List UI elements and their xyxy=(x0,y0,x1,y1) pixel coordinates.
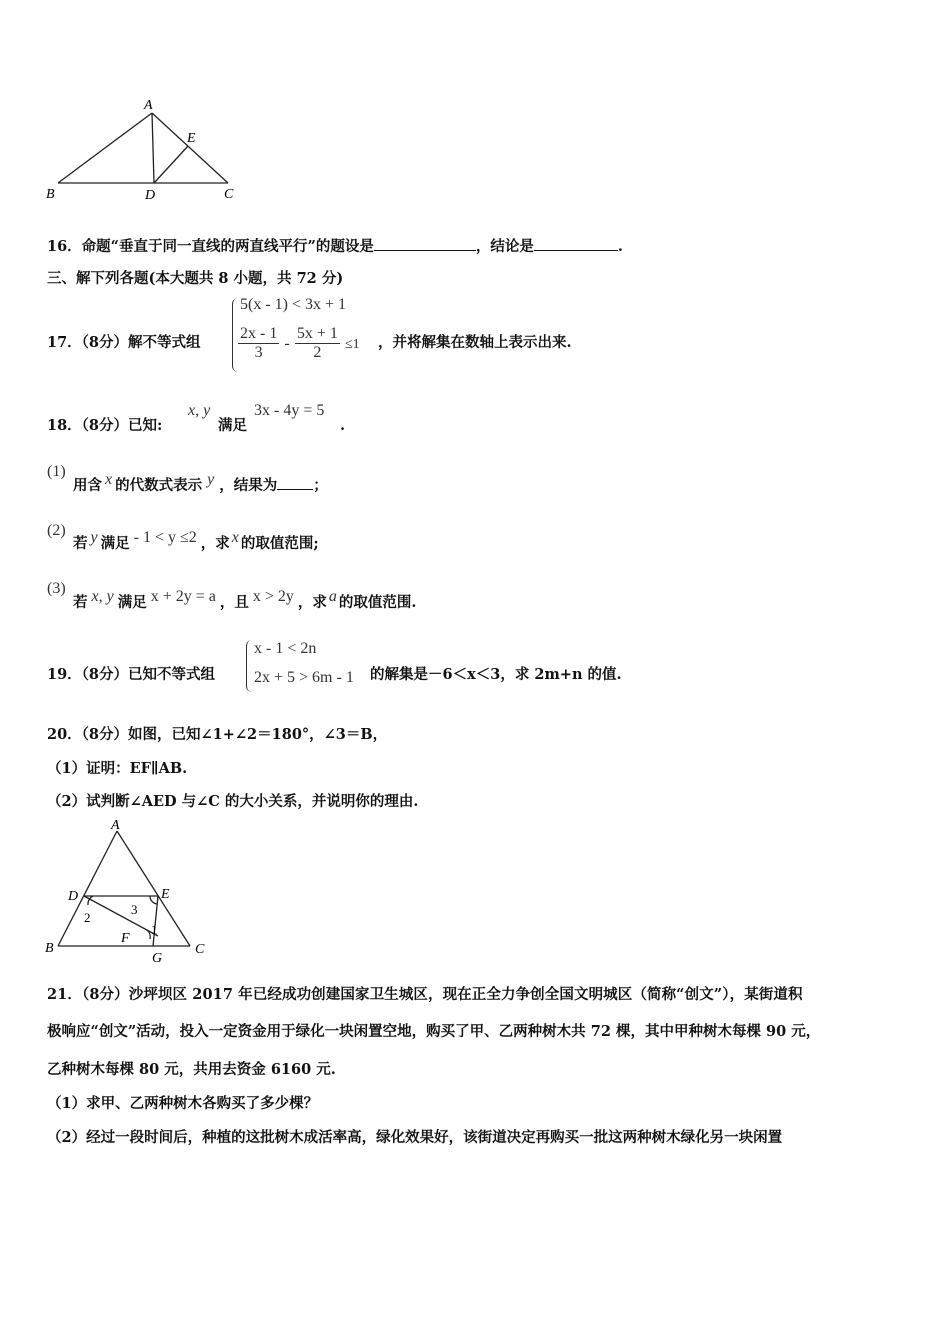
label-c: C xyxy=(224,187,234,202)
label-2: 2 xyxy=(84,910,91,925)
label-g: G xyxy=(152,951,163,966)
label-c: C xyxy=(195,942,205,957)
q16-answer-blank-1 xyxy=(374,236,476,251)
q16-answer-blank-2 xyxy=(534,236,618,251)
q20-part2: （2）试判断∠AED 与∠C 的大小关系，并说明你的理由. xyxy=(47,793,419,810)
q21-part1: （1）求甲、乙两种树木各购买了多少棵？ xyxy=(47,1095,319,1112)
question-16 xyxy=(47,236,623,257)
q18-end: . xyxy=(340,417,346,434)
label-b: B xyxy=(45,941,54,956)
q17-suffix: ，并将解集在数轴上表示出来. xyxy=(378,334,572,351)
label-f: F xyxy=(121,931,130,946)
q18-part1-answer-blank xyxy=(277,475,313,490)
q17-fraction-2: $\frac{5x + 1}{2}$ xyxy=(296,325,338,361)
q17-inequality-1: 5(x - 1) < 3x + 1 xyxy=(240,296,347,313)
q21-part2: （2）经过一段时间后，种植的这批树木成活率高，绿化效果好，该街道决定再购买一批这两种树木绿化另一块闲置 xyxy=(47,1129,783,1146)
q16-text-c: . xyxy=(617,238,623,255)
q18-part2: 若 y 满足 - 1 < y ≤2 ，求 x 的取值范围; xyxy=(73,529,319,552)
q16-text-b: ，结论是 xyxy=(475,238,534,255)
q19-suffix: 的解集是－6＜x＜3，求 2m+n 的值. xyxy=(370,666,622,683)
label-a: A xyxy=(111,818,120,833)
triangle-figure-defg xyxy=(40,818,220,968)
q17-inequality-2: $\frac{2x - 1}{3}$ - $\frac{5x + 1}{2}$ ≤1 xyxy=(240,325,360,361)
q17-prefix: 17．（8分）解不等式组 xyxy=(47,334,201,351)
label-e: E xyxy=(187,131,196,146)
q17-fraction-1: $\frac{2x - 1}{3}$ xyxy=(240,325,278,361)
q18-part2-number: (2) xyxy=(47,522,66,539)
q18-equation: 3x - 4y = 5 xyxy=(254,402,325,419)
q18-part1-number: (1) xyxy=(47,463,66,480)
q19-inequality-1: x - 1 < 2n xyxy=(254,640,317,657)
label-3: 3 xyxy=(131,902,138,917)
q18-mid: 满足 xyxy=(218,417,247,434)
label-1: 1 xyxy=(151,922,158,937)
q18-prefix: 18．（8分）已知: xyxy=(47,417,163,434)
label-b: B xyxy=(46,187,55,202)
section-heading: 三、解下列各题(本大题共 8 小题，共 72 分) xyxy=(47,270,344,287)
q18-part1: 用含 x 的代数式表示 y ，结果为 ； xyxy=(73,471,328,494)
label-a: A xyxy=(144,98,153,113)
q18-vars: x, y xyxy=(188,402,211,419)
q21-line-2: 极响应“创文”活动，投入一定资金用于绿化一块闲置空地，购买了甲、乙两种树木共 72 棵，其中甲种树木每棵 90 元， xyxy=(47,1023,821,1040)
q20-part1: （1）证明：EF∥AB. xyxy=(47,760,188,777)
q19-inequality-2: 2x + 5 > 6m - 1 xyxy=(254,669,354,686)
q16-text-a: 16．命题“垂直于同一直线的两直线平行”的题设是 xyxy=(47,238,374,255)
label-d: D xyxy=(68,889,79,904)
q19-prefix: 19．（8分）已知不等式组 xyxy=(47,666,216,683)
label-e: E xyxy=(161,887,170,902)
q18-part3-number: (3) xyxy=(47,580,66,597)
q18-part3: 若 x, y 满足 x + 2y = a ，且 x > 2y ，求 a 的取值范围. xyxy=(73,588,417,611)
q21-line-3: 乙种树木每棵 80 元，共用去资金 6160 元. xyxy=(47,1061,336,1078)
q20-stem: 20．（8分）如图，已知∠1+∠2＝180°，∠3＝B， xyxy=(47,726,388,743)
q21-line-1: 21．（8分）沙坪坝区 2017 年已经成功创建国家卫生城区，现在正全力争创全国文明城区（简称“创文”），某街道积 xyxy=(47,986,803,1003)
label-d: D xyxy=(145,188,156,203)
triangle-figure-abc xyxy=(40,95,250,210)
